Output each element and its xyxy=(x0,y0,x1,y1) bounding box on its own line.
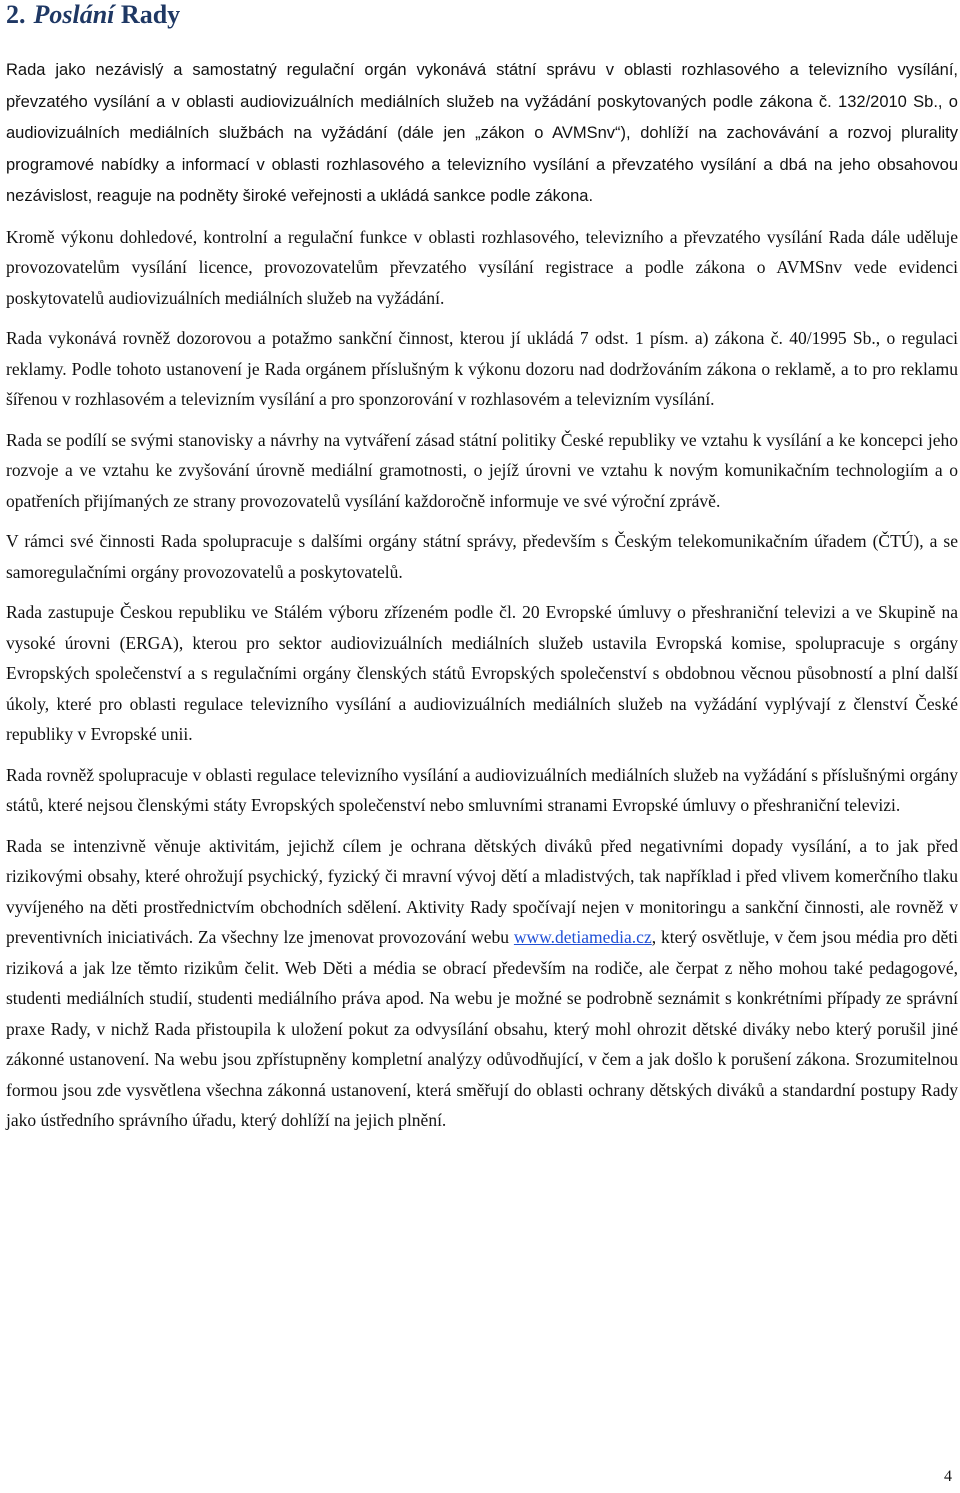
document-body xyxy=(6,54,958,1136)
section-heading xyxy=(6,0,958,34)
paragraph-3-part-a: Rada vykonává rovněž dozorovou a potažmo sankční činnost, kterou jí ukládá 7 odst. 1 písm. a) zákona č. 40/1995 Sb., o regulaci reklamy. xyxy=(6,328,958,379)
paragraph-4: Rada se podílí se svými stanovisky a návrhy na vytváření zásad státní politiky České republiky ve vztahu k vysílání a ke koncepci jeho rozvoje a ve vztahu ke zvyšování úrovně mediální gramotnosti, o jejíž úrovni ve vztahu k novým komunikačním technologiím a o opatřeních přijímaných ze strany provozovatelů vysílání každoročně informuje ve své výroční zprávě. xyxy=(6,429,958,511)
paragraph-3 xyxy=(6,323,958,415)
paragraph-1-sans-part: Rada jako nezávislý a samostatný regulační orgán vykonává státní správu v oblasti rozhlasového a televizního vysílání, převzatého vysílání a v oblasti audiovizuálních mediálních služeb na vyžádání poskytovaných podle zákona č. 132/2010 Sb. xyxy=(6,61,958,111)
paragraph-8-part-b: , který osvětluje, v čem jsou média pro děti riziková a jak lze těmto rizikům čelit. Web Děti a média se obrací především na rodiče, ale čerpat z něho mohou také pedagogové, studenti mediálních studií, studenti mediálního práva apod. Na webu je možné se podrobně seznámit s konkrétními případy ze správní praxe Rady, v nichž Rada přistoupila k uložení pokut za odvysílání obsahu, který mohl ohrozit dětské diváky nebo který porušil jiné zákonné ustanovení. Na webu jsou zpřístupněny kompletní analýzy odůvodňující, v čem a jak došlo k porušení zákona. Srozumitelnou formou jsou zde vysvětlena všechna zákonná ustanovení, která směřují do oblasti ochrany dětských diváků a standardní postupy Rady jako ústředního správního úřadu, který dohlíží na jejich plnění. xyxy=(6,927,958,1130)
paragraph-6: Rada zastupuje Českou republiku ve Stálém výboru zřízeném podle čl. 20 Evropské úmluvy o přeshraniční televizi a ve Skupině na vysoké úrovni (ERGA), kterou pro sektor audiovizuálních mediálních služeb ustavila Evropská komise, spolupracuje s orgány Evropských společenství a s regulačními orgány členských států Evropských společenství s obdobnou věcnou působností a plní další úkoly, které pro oblasti regulace televizního vysílání a audiovizuálních mediálních služeb na vyžádání vyplývají z členství České republiky v Evropské unii. xyxy=(6,602,958,744)
heading-italic-word: Poslání xyxy=(33,0,115,29)
paragraph-3-part-b: Podle tohoto ustanovení je Rada orgánem příslušným k výkonu dozoru nad dodržováním zákona o reklamě, a to pro reklamu šířenou v rozhlasovém a televizním vysílání a pro sponzorování v rozhlasovém a televizním vysílání. xyxy=(6,358,958,409)
paragraph-1 xyxy=(6,54,958,212)
paragraph-5: V rámci své činnosti Rada spolupracuje s dalšími orgány státní správy, především s Českým telekomunikačním úřadem (ČTÚ), a se samoregulačními orgány provozovatelů a poskytovatelů. xyxy=(6,531,958,582)
paragraph-2: Kromě výkonu dohledové, kontrolní a regulační funkce v oblasti rozhlasového, televizního a převzatého vysílání Rada dále uděluje provozovatelům vysílání licence, provozovatelům převzatého vysílání registrace a podle zákona o AVMSnv vede evidenci poskytovatelů audiovizuálních mediálních služeb na vyžádání. xyxy=(6,226,958,308)
page-number: 4 xyxy=(944,1468,952,1485)
paragraph-1-rest: , o audiovizuálních mediálních službách na vyžádání (dále jen „zákon o AVMSnv“), dohlíží na zachovávání a rozvoj plurality programové nabídky a informací v oblasti rozhlasového a televizního vysílání a převzatého vysílání a dbá na jeho obsahovou nezávislost, reaguje na podněty široké veřejnosti a ukládá sankce podle zákona. xyxy=(6,92,958,205)
paragraph-8 xyxy=(6,831,958,1136)
heading-word: Rady xyxy=(120,0,181,29)
detiamedia-link[interactable]: www.detiamedia.cz xyxy=(513,927,652,947)
paragraph-7: Rada rovněž spolupracuje v oblasti regulace televizního vysílání a audiovizuálních mediálních služeb na vyžádání s příslušnými orgány států, které nejsou členskými státy Evropských společenství nebo smluvními stranami Evropské úmluvy o přeshraniční televizi. xyxy=(6,764,958,815)
paragraph-8-part-a: Rada se intenzivně věnuje aktivitám, jejichž cílem je ochrana dětských diváků před negativními dopady vysílání, a to jak před rizikovými obsahy, které ohrožují psychický, fyzický či mravní vývoj dětí a mladistvých, tak například i před vlivem komerčního tlaku vyvíjeného na děti prostřednictvím obchodních sdělení. Aktivity Rady spočívají nejen v monitoringu a sankční činnosti, ale rovněž v preventivních iniciativách. Za všechny lze jmenovat provozování webu xyxy=(6,835,958,947)
document-page xyxy=(6,0,958,1146)
heading-number: 2. xyxy=(6,0,26,29)
